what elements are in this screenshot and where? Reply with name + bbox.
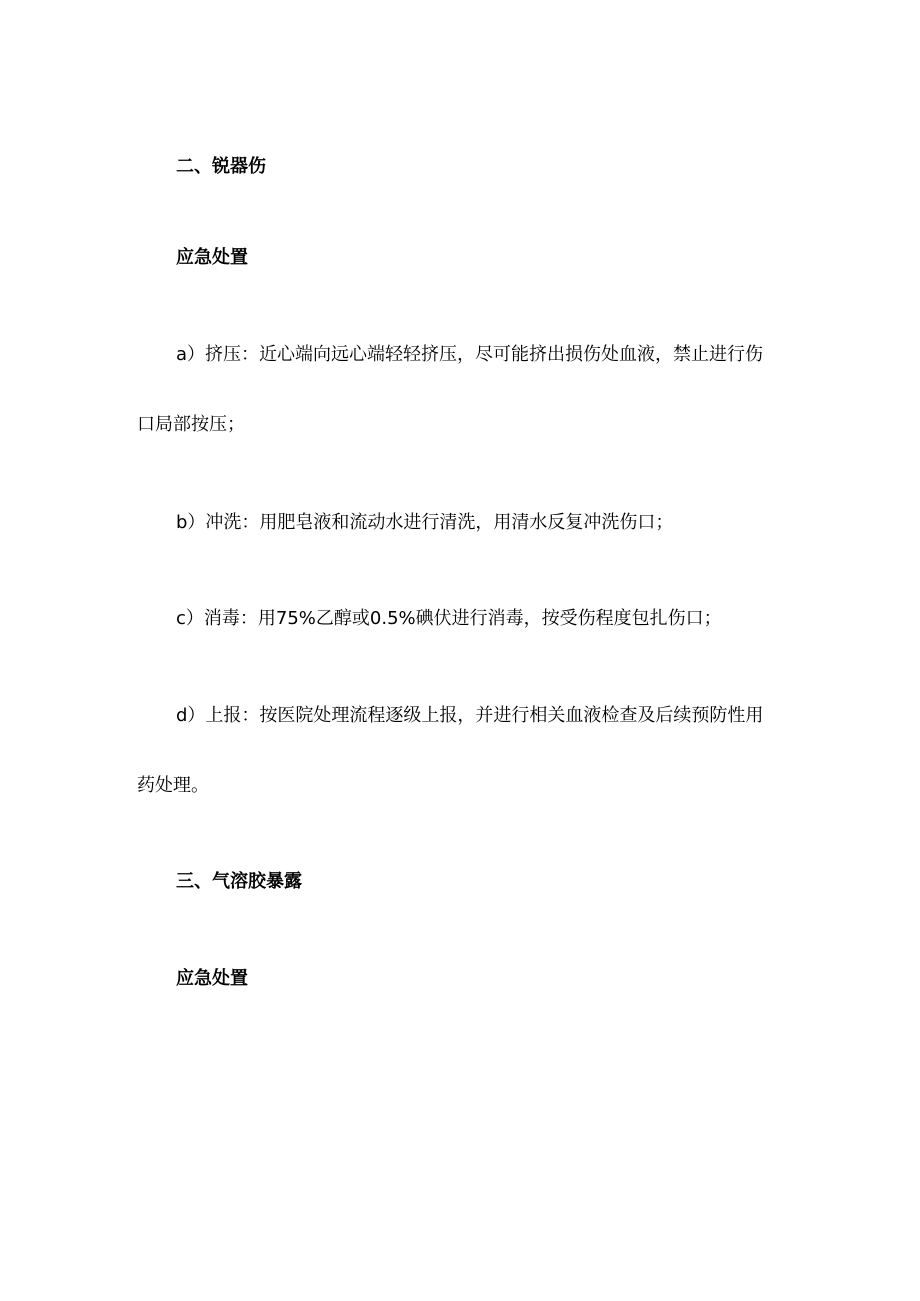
- section-heading-sharp-injury: 二、锐器伤: [176, 156, 266, 177]
- subheading-emergency-handling: 应急处置: [176, 247, 248, 268]
- item-a-line2: 口局部按压；: [137, 414, 245, 435]
- item-d-line1: d）上报：按医院处理流程逐级上报，并进行相关血液检查及后续预防性用: [176, 705, 764, 726]
- item-b-line1: b）冲洗：用肥皂液和流动水进行清洗，用清水反复冲洗伤口；: [176, 512, 674, 533]
- subheading-emergency-handling-2: 应急处置: [176, 968, 248, 989]
- section-heading-aerosol-exposure: 三、气溶胶暴露: [176, 871, 302, 892]
- item-d-line2: 药处理。: [137, 775, 209, 796]
- item-c-line1: c）消毒：用75%乙醇或0.5%碘伏进行消毒，按受伤程度包扎伤口；: [176, 608, 722, 629]
- item-a-line1: a）挤压：近心端向远心端轻轻挤压，尽可能挤出损伤处血液，禁止进行伤: [176, 344, 764, 365]
